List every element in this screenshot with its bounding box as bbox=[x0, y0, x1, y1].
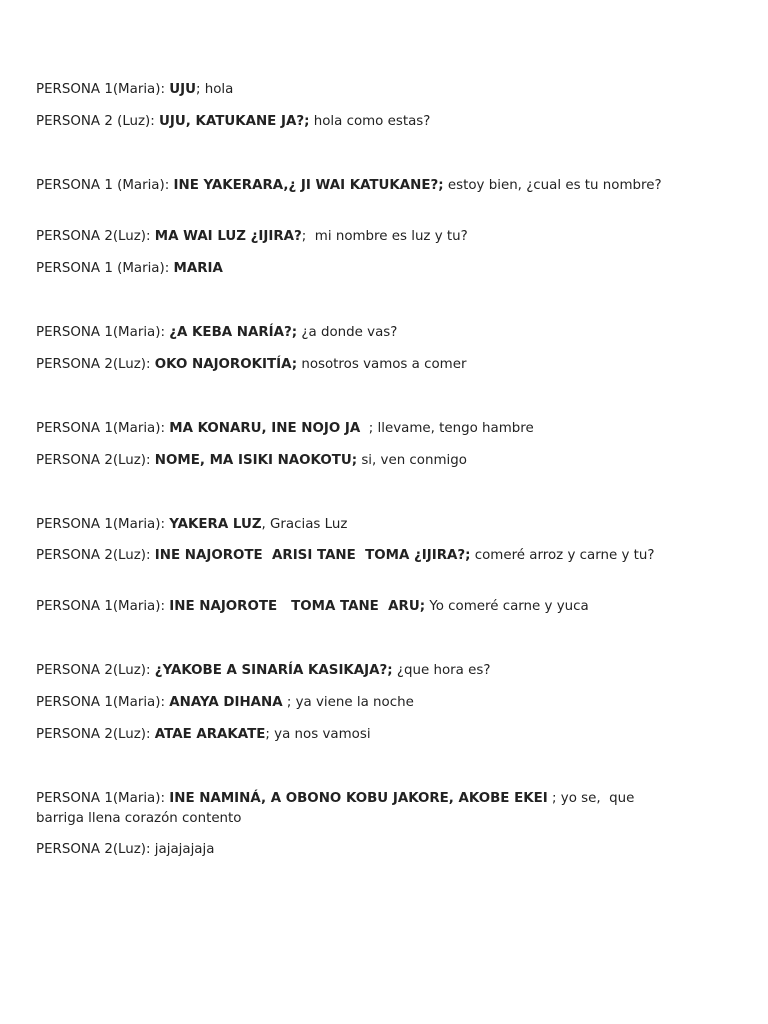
dialogue-line bbox=[36, 840, 676, 860]
dialogue-line bbox=[36, 725, 676, 745]
spanish-translation: nosotros vamos a comer bbox=[297, 357, 467, 372]
speaker-label: PERSONA 2 (Luz): bbox=[36, 114, 160, 129]
native-phrase: OKO NAJOROKITÍA; bbox=[154, 357, 298, 372]
dialogue-line bbox=[36, 227, 676, 247]
native-phrase: ¿A KEBA NARÍA?; bbox=[169, 325, 298, 340]
dialogue-line bbox=[36, 546, 676, 566]
spanish-translation: ; mi nombre es luz y tu? bbox=[301, 229, 468, 244]
native-phrase: INE NAMINÁ, A OBONO KOBU JAKORE, AKOBE EKEI bbox=[169, 791, 548, 806]
native-phrase: UJU bbox=[169, 82, 196, 97]
speaker-label: PERSONA 2(Luz): bbox=[36, 727, 155, 742]
speaker-label: PERSONA 1(Maria): bbox=[36, 791, 170, 806]
spanish-translation: ¿a donde vas? bbox=[297, 325, 398, 340]
spanish-translation: ¿que hora es? bbox=[392, 663, 491, 678]
speaker-label: PERSONA 1(Maria): bbox=[36, 325, 170, 340]
native-phrase: YAKERA LUZ bbox=[169, 517, 262, 532]
native-phrase: ANAYA DIHANA bbox=[169, 695, 283, 710]
dialogue-line bbox=[36, 323, 676, 343]
speaker-label: PERSONA 1(Maria): bbox=[36, 517, 170, 532]
dialogue-line bbox=[36, 176, 676, 196]
dialogue-line bbox=[36, 661, 676, 681]
dialogue-line bbox=[36, 789, 676, 828]
speaker-label: PERSONA 1(Maria): bbox=[36, 695, 170, 710]
spanish-translation: ; hola bbox=[195, 82, 234, 97]
dialogue-line bbox=[36, 597, 676, 617]
spanish-translation: jajajajaja bbox=[154, 842, 215, 857]
spanish-translation: ; ya viene la noche bbox=[282, 695, 414, 710]
spanish-translation: estoy bien, ¿cual es tu nombre? bbox=[443, 178, 662, 193]
dialogue-line bbox=[36, 451, 676, 471]
spanish-translation: ; llevame, tengo hambre bbox=[360, 421, 534, 436]
dialogue-line bbox=[36, 693, 676, 713]
dialogue-line bbox=[36, 419, 676, 439]
spanish-translation: Yo comeré carne y yuca bbox=[425, 599, 589, 614]
native-phrase: NOME, MA ISIKI NAOKOTU; bbox=[154, 453, 358, 468]
speaker-label: PERSONA 1 (Maria): bbox=[36, 261, 174, 276]
spanish-translation: ; ya nos vamosi bbox=[265, 727, 371, 742]
spanish-translation: hola como estas? bbox=[309, 114, 431, 129]
native-phrase: MA WAI LUZ ¿IJIRA? bbox=[154, 229, 302, 244]
speaker-label: PERSONA 2(Luz): bbox=[36, 548, 155, 563]
speaker-label: PERSONA 2(Luz): bbox=[36, 842, 155, 857]
native-phrase: INE NAJOROTE ARISI TANE TOMA ¿IJIRA?; bbox=[154, 548, 471, 563]
speaker-label: PERSONA 1(Maria): bbox=[36, 82, 170, 97]
speaker-label: PERSONA 2(Luz): bbox=[36, 229, 155, 244]
dialogue-line bbox=[36, 515, 676, 535]
speaker-label: PERSONA 2(Luz): bbox=[36, 357, 155, 372]
dialogue-line bbox=[36, 355, 676, 375]
speaker-label: PERSONA 2(Luz): bbox=[36, 453, 155, 468]
dialogue-line bbox=[36, 80, 676, 100]
native-phrase: MARIA bbox=[173, 261, 223, 276]
spanish-translation: ; yo se, que barriga llena corazón contento bbox=[36, 791, 639, 826]
speaker-label: PERSONA 2(Luz): bbox=[36, 663, 155, 678]
dialogue-line bbox=[36, 259, 676, 279]
native-phrase: INE NAJOROTE TOMA TANE ARU; bbox=[169, 599, 426, 614]
native-phrase: INE YAKERARA,¿ JI WAI KATUKANE?; bbox=[173, 178, 444, 193]
speaker-label: PERSONA 1(Maria): bbox=[36, 599, 170, 614]
native-phrase: ¿YAKOBE A SINARÍA KASIKAJA?; bbox=[154, 663, 393, 678]
dialogue-line bbox=[36, 112, 676, 132]
native-phrase: UJU, KATUKANE JA?; bbox=[159, 114, 310, 129]
speaker-label: PERSONA 1 (Maria): bbox=[36, 178, 174, 193]
spanish-translation: , Gracias Luz bbox=[261, 517, 348, 532]
native-phrase: ATAE ARAKATE bbox=[154, 727, 266, 742]
spanish-translation: comeré arroz y carne y tu? bbox=[470, 548, 655, 563]
spanish-translation: si, ven conmigo bbox=[357, 453, 467, 468]
native-phrase: MA KONARU, INE NOJO JA bbox=[169, 421, 361, 436]
speaker-label: PERSONA 1(Maria): bbox=[36, 421, 170, 436]
